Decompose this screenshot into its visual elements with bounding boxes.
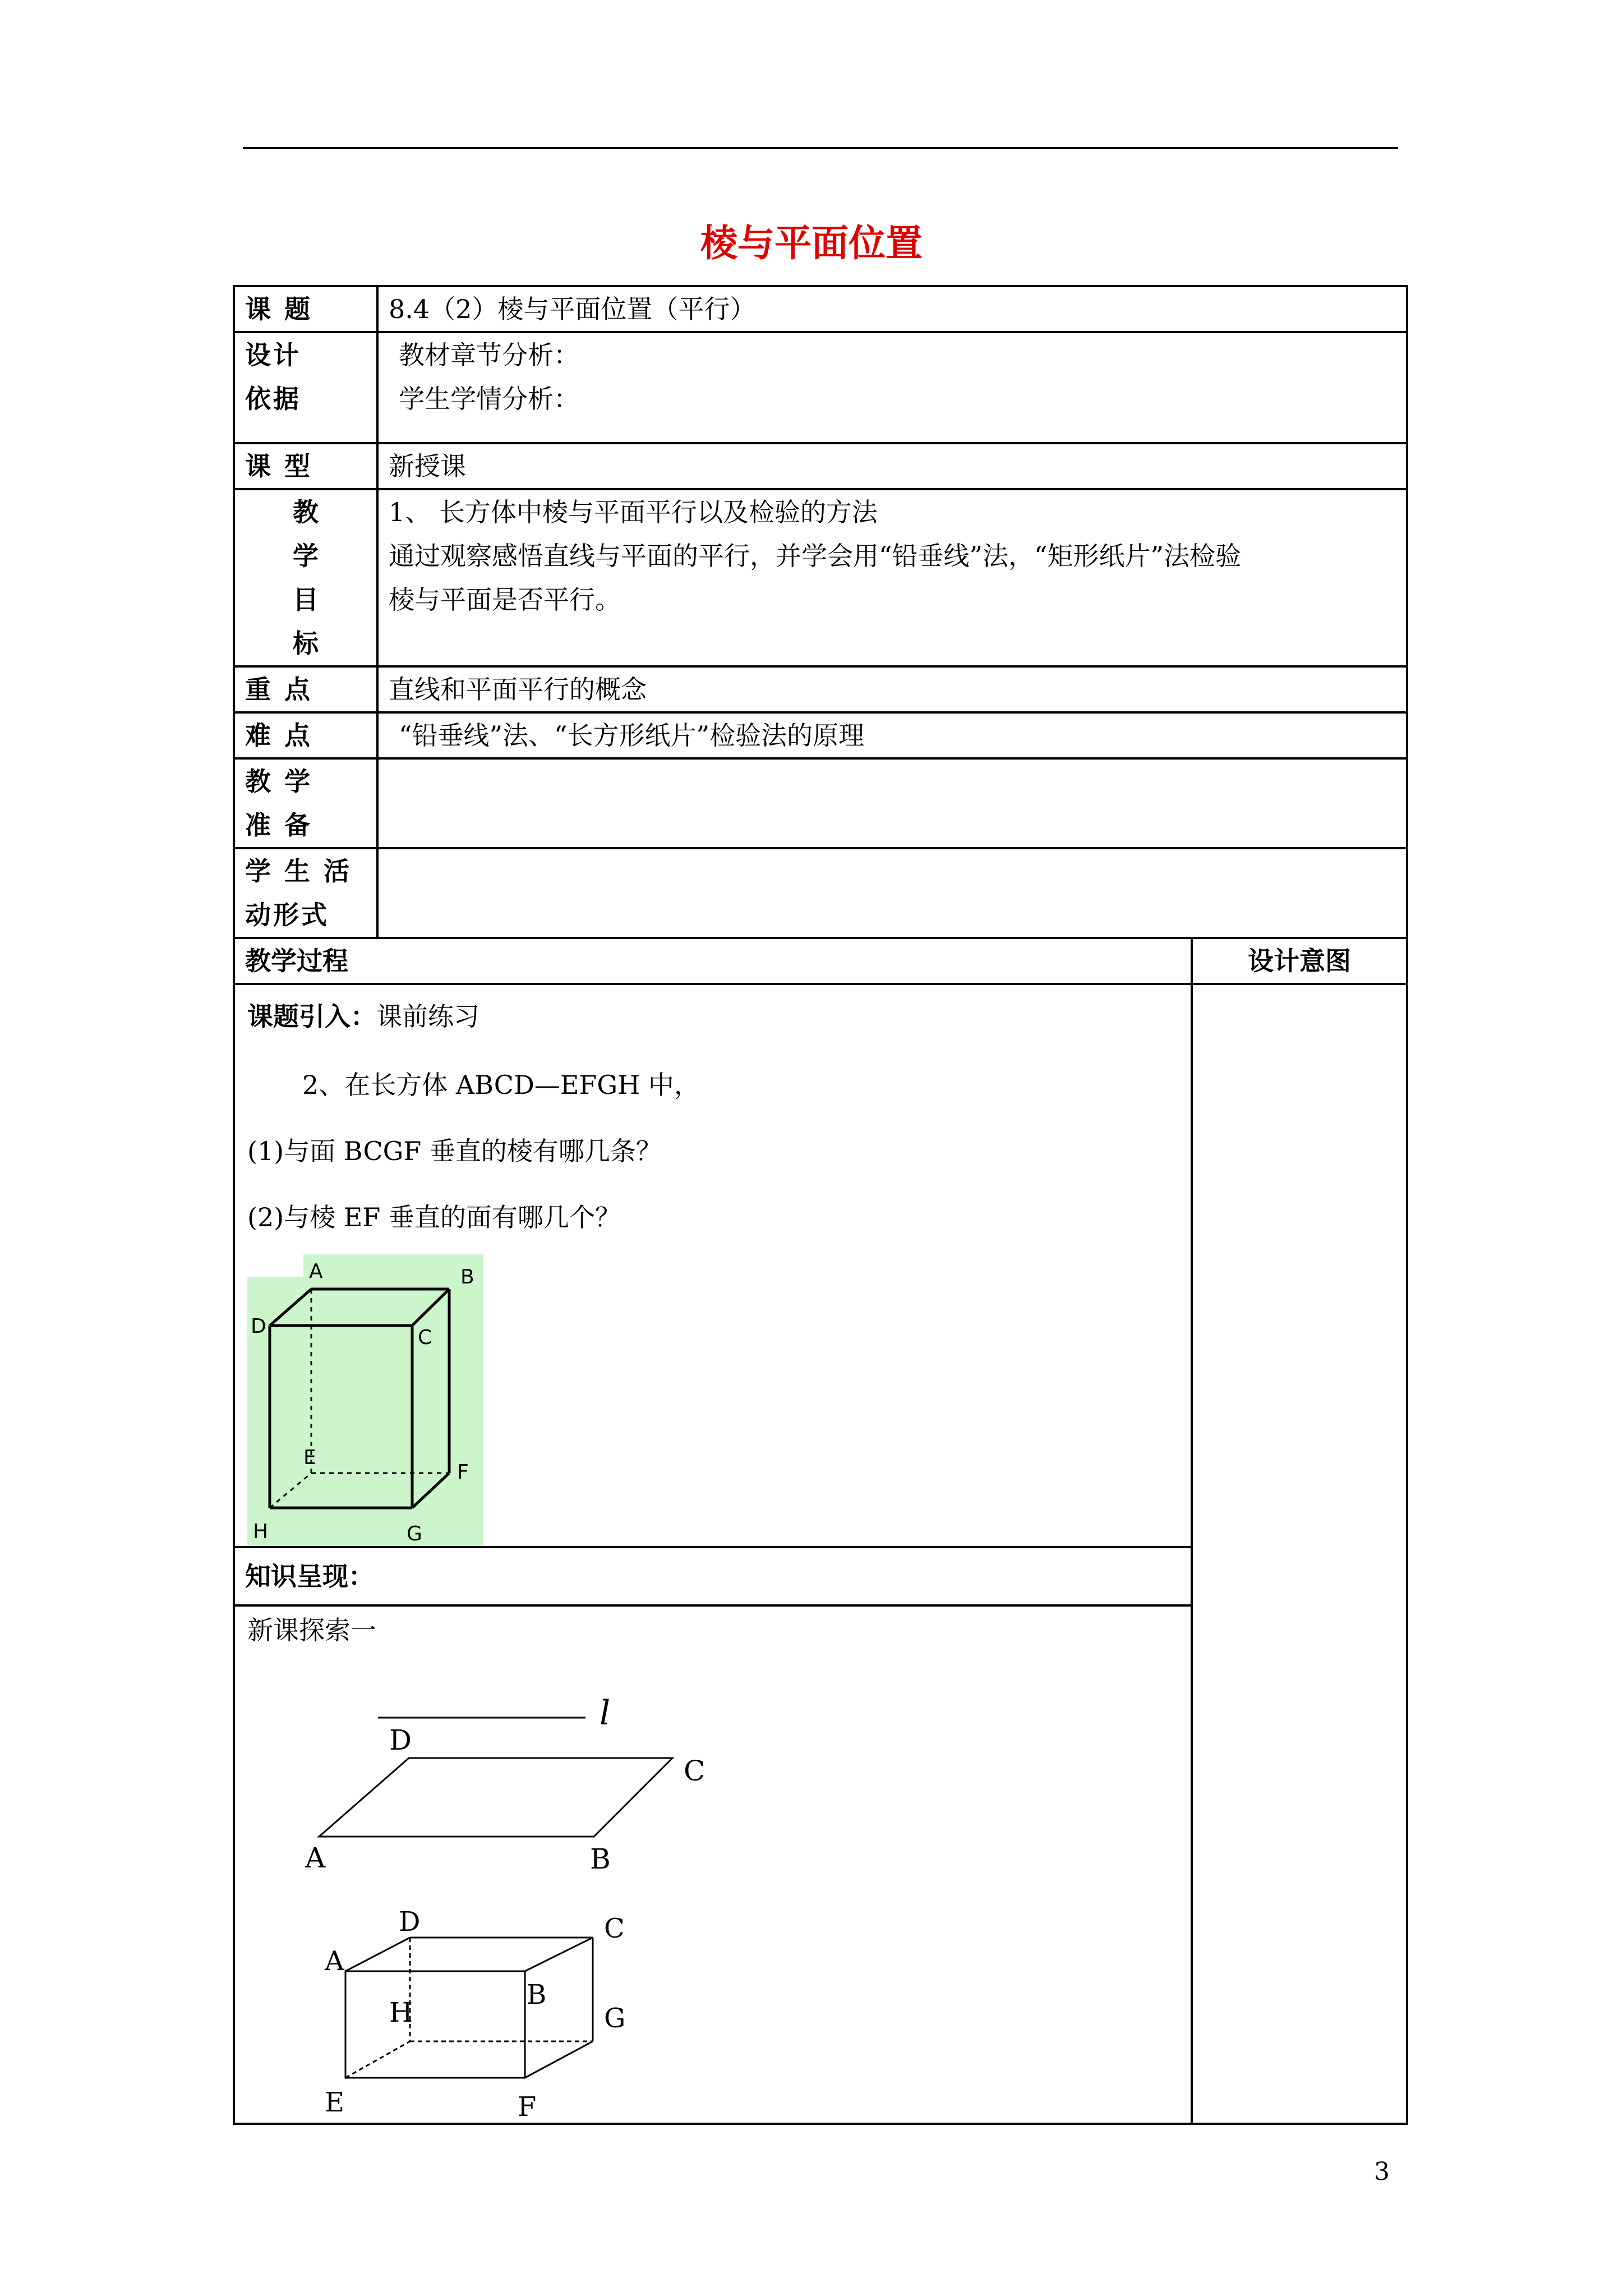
box-label-A: A [325, 1945, 344, 1977]
box-label-F: F [518, 2091, 537, 2117]
para-label-B: B [590, 1843, 611, 1875]
prep-label-line: 准 备 [245, 810, 313, 840]
vertex-label-E: E [303, 1446, 316, 1469]
goal-label [234, 489, 377, 666]
cuboid-figure [247, 1254, 483, 1546]
lesson-plan-table [233, 285, 1408, 2125]
figure-background [247, 1277, 483, 1546]
vertex-label-B: B [460, 1266, 474, 1289]
topic-label: 课 题 [234, 286, 377, 332]
goal-label-char: 学 [293, 541, 319, 571]
parallelogram-abcd [319, 1758, 672, 1837]
prep-value [377, 758, 1407, 848]
vertex-label-H: H [253, 1520, 269, 1543]
row-intro [234, 984, 1407, 1547]
goal-label-char: 教 [293, 497, 319, 527]
question-main: 2、在长方体 ABCD—EFGH 中， [302, 1070, 700, 1100]
design-label-line: 设计 [245, 340, 301, 370]
row-goals [234, 489, 1407, 666]
key-value: 直线和平面平行的概念 [377, 666, 1407, 712]
goal-line: 通过观察感悟直线与平面的平行，并学会用“铅垂线”法，“矩形纸片”法检验 [389, 541, 1242, 571]
cuboid-svg [247, 1254, 483, 1546]
intro-label: 课题引入： [247, 1001, 376, 1032]
type-value: 新授课 [377, 443, 1407, 489]
header-rule [243, 147, 1398, 149]
row-design [234, 332, 1407, 443]
type-label: 课 型 [234, 443, 377, 489]
prep-label [234, 758, 377, 848]
parallel-svg [280, 1646, 897, 2117]
vertex-label-D: D [251, 1315, 266, 1338]
para-label-C: C [684, 1755, 706, 1787]
box-label-C: C [604, 1913, 625, 1944]
row-key-point [234, 666, 1407, 712]
page-title: 棱与平面位置 [700, 221, 923, 265]
goal-line: 1、 长方体中棱与平面平行以及检验的方法 [389, 497, 878, 527]
design-label-line: 依据 [245, 384, 301, 414]
row-difficulty [234, 712, 1407, 758]
goal-label-char: 标 [293, 628, 319, 659]
design-line: 教材章节分析： [399, 340, 579, 370]
difficulty-label: 难 点 [234, 712, 377, 758]
design-intent-header: 设计意图 [1192, 938, 1407, 984]
box-label-G: G [604, 2003, 626, 2034]
vertex-label-C: C [418, 1326, 432, 1349]
prep-label-line: 教 学 [245, 766, 313, 797]
question-1: (1)与面 BCGF 垂直的棱有哪几条？ [247, 1136, 662, 1166]
box-label-E: E [325, 2087, 345, 2117]
row-type [234, 443, 1407, 489]
design-content [377, 332, 1407, 443]
question-2: (2)与棱 EF 垂直的面有哪几个？ [247, 1202, 621, 1232]
row-process-header [234, 938, 1407, 984]
difficulty-value: “铅垂线”法、“长方形纸片”检验法的原理 [377, 712, 1407, 758]
goal-label-char: 目 [293, 585, 319, 615]
para-label-A: A [305, 1842, 326, 1874]
knowledge-label: 知识呈现： [245, 1561, 374, 1591]
para-label-D: D [389, 1724, 412, 1756]
parallel-figures [280, 1646, 897, 2117]
intro-line [247, 1000, 479, 1033]
row-prep [234, 758, 1407, 848]
activity-label-line: 动形式 [245, 900, 329, 930]
intro-cell [234, 984, 1192, 1547]
goal-content [377, 489, 1407, 666]
activity-label [234, 848, 377, 938]
intro-value: 课前练习 [376, 1001, 479, 1032]
vertex-label-G: G [407, 1522, 422, 1545]
box-label-B: B [527, 1979, 547, 2010]
row-topic [234, 286, 1407, 332]
explore-label: 新课探索一 [247, 1615, 376, 1645]
design-intent-cell [1192, 984, 1407, 2124]
activity-value [377, 848, 1407, 938]
line-l-label: l [600, 1694, 611, 1733]
key-label: 重 点 [234, 666, 377, 712]
row-activity [234, 848, 1407, 938]
knowledge-cell [234, 1547, 1192, 1605]
box-label-D: D [399, 1906, 421, 1938]
process-header: 教学过程 [234, 938, 1192, 984]
vertex-label-F: F [457, 1461, 469, 1484]
activity-label-line: 学 生 活 [245, 856, 352, 886]
page-number: 3 [1374, 2157, 1390, 2186]
design-line: 学生学情分析： [399, 384, 579, 414]
figure-background [303, 1254, 483, 1288]
explore-cell [234, 1605, 1192, 2124]
design-label [234, 332, 377, 443]
vertex-label-A: A [309, 1260, 323, 1283]
topic-value: 8.4（2）棱与平面位置（平行） [377, 286, 1407, 332]
box-label-H: H [389, 1997, 413, 2028]
goal-line: 棱与平面是否平行。 [389, 585, 621, 615]
